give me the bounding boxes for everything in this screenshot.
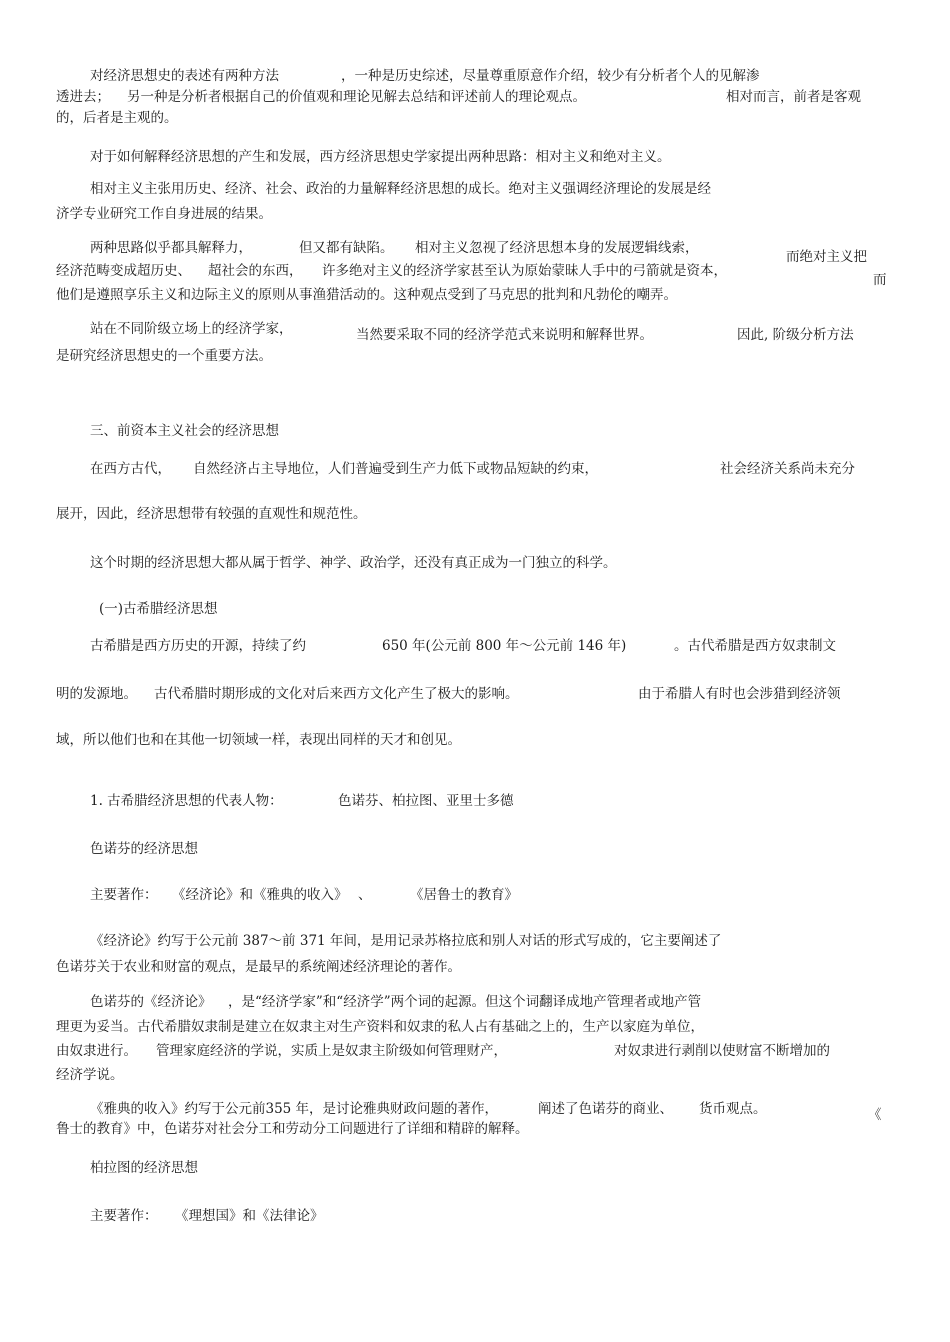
text-line: 鲁士的教育》中，色诺芬对社会分工和劳动分工问题进行了详细和精辟的解释。 bbox=[56, 1121, 529, 1137]
text-line: 由奴隶进行。 bbox=[56, 1043, 137, 1059]
text-line: 《经济论》约写于公元前 387～前 371 年间，是用记录苏格拉底和别人对话的形式写成的，它主要阐述了 bbox=[90, 933, 722, 949]
text-line: 《理想国》和《法律论》 bbox=[175, 1208, 324, 1224]
text-line: 许多绝对主义的经济学家甚至认为原始蒙昧人手中的弓箭就是资本， bbox=[322, 263, 727, 279]
text-line: 《雅典的收入》约写于公元前355 年，是讨论雅典财政问题的著作， bbox=[90, 1101, 499, 1117]
text-line: 1. 古希腊经济思想的代表人物： bbox=[90, 793, 283, 809]
text-line: 色诺芬、柏拉图、亚里士多德 bbox=[338, 793, 514, 809]
text-line: 由于希腊人有时也会涉猎到经济领 bbox=[638, 686, 841, 702]
text-line: 因此, 阶级分析方法 bbox=[737, 327, 854, 343]
text-line: 《 bbox=[868, 1107, 882, 1123]
text-line: 色诺芬的经济思想 bbox=[90, 841, 198, 857]
text-line: 两种思路似乎都具解释力， bbox=[90, 240, 252, 256]
text-line: 柏拉图的经济思想 bbox=[90, 1160, 198, 1176]
text-line: 对于如何解释经济思想的产生和发展，西方经济思想史学家提出两种思路：相对主义和绝对主义。 bbox=[90, 149, 671, 165]
text-line: ，是“经济学家”和“经济学”两个词的起源。但这个词翻译成地产管理者或地产管 bbox=[228, 994, 702, 1010]
text-line: 色诺芬的《经济论》 bbox=[90, 994, 212, 1010]
text-line: 主要著作： bbox=[90, 887, 158, 903]
section-heading: 三、前资本主义社会的经济思想 bbox=[90, 423, 279, 439]
text-line: 社会经济关系尚未充分 bbox=[720, 461, 855, 477]
text-line: 古代希腊时期形成的文化对后来西方文化产生了极大的影响。 bbox=[154, 686, 519, 702]
text-line: 但又都有缺陷。 bbox=[299, 240, 394, 256]
text-line: 色诺芬关于农业和财富的观点，是最早的系统阐述经济理论的著作。 bbox=[56, 959, 461, 975]
text-line: 透进去； bbox=[56, 89, 110, 105]
text-line: 自然经济占主导地位，人们普遍受到生产力低下或物品短缺的约束， bbox=[193, 461, 598, 477]
text-line: 理更为妥当。古代希腊奴隶制是建立在奴隶主对生产资料和奴隶的私人占有基础之上的，生产以家庭为单位， bbox=[56, 1019, 704, 1035]
text-line: 超社会的东西， bbox=[208, 263, 303, 279]
text-line: 另一种是分析者根据自己的价值观和理论见解去总结和评述前人的理论观点。 bbox=[127, 89, 586, 105]
text-line: 相对而言，前者是客观 bbox=[726, 89, 861, 105]
text-line: 对奴隶进行剥削以使财富不断增加的 bbox=[614, 1043, 830, 1059]
text-line: 这个时期的经济思想大都从属于哲学、神学、政治学，还没有真正成为一门独立的科学。 bbox=[90, 555, 617, 571]
text-line: 明的发源地。 bbox=[56, 686, 137, 702]
text-line: 主要著作： bbox=[90, 1208, 158, 1224]
text-line: 经济学说。 bbox=[56, 1067, 124, 1083]
text-line: 而 bbox=[873, 272, 887, 288]
text-line: 《经济论》和《雅典的收入》 bbox=[172, 887, 348, 903]
text-line: 而绝对主义把 bbox=[786, 249, 867, 265]
text-line: 是研究经济思想史的一个重要方法。 bbox=[56, 348, 272, 364]
text-line: 650 年(公元前 800 年～公元前 146 年) bbox=[382, 638, 627, 654]
text-line: 域，所以他们也和在其他一切领域一样，表现出同样的天才和创见。 bbox=[56, 732, 461, 748]
text-line: 相对主义忽视了经济思想本身的发展逻辑线索， bbox=[415, 240, 699, 256]
text-line: 当然要采取不同的经济学范式来说明和解释世界。 bbox=[356, 327, 653, 343]
text-line: 古希腊是西方历史的开源，持续了约 bbox=[90, 638, 306, 654]
text-line: 站在不同阶级立场上的经济学家， bbox=[90, 321, 293, 337]
text-line: 管理家庭经济的学说，实质上是奴隶主阶级如何管理财产， bbox=[156, 1043, 507, 1059]
text-line: 、 bbox=[358, 887, 372, 903]
text-line: 相对主义主张用历史、经济、社会、政治的力量解释经济思想的成长。绝对主义强调经济理论的发展是经 bbox=[90, 181, 711, 197]
text-line: 济学专业研究工作自身进展的结果。 bbox=[56, 206, 272, 222]
text-line: 货币观点。 bbox=[699, 1101, 767, 1117]
subsection-heading: (一)古希腊经济思想 bbox=[99, 601, 218, 617]
text-line: 在西方古代， bbox=[90, 461, 171, 477]
text-line: 。古代希腊是西方奴隶制文 bbox=[674, 638, 836, 654]
text-line: 展开，因此，经济思想带有较强的直观性和规范性。 bbox=[56, 506, 367, 522]
text-line: 的，后者是主观的。 bbox=[56, 110, 178, 126]
text-line: 经济范畴变成超历史、 bbox=[56, 263, 191, 279]
text-line: 阐述了色诺芬的商业、 bbox=[538, 1101, 673, 1117]
text-line: 对经济思想史的表述有两种方法 bbox=[90, 68, 279, 84]
text-line: 《居鲁士的教育》 bbox=[410, 887, 518, 903]
text-line: 他们是遵照享乐主义和边际主义的原则从事渔猎活动的。这种观点受到了马克思的批判和凡勃伦的嘲弄。 bbox=[56, 287, 677, 303]
text-line: ，一种是历史综述，尽量尊重原意作介绍，较少有分析者个人的见解渗 bbox=[341, 68, 760, 84]
